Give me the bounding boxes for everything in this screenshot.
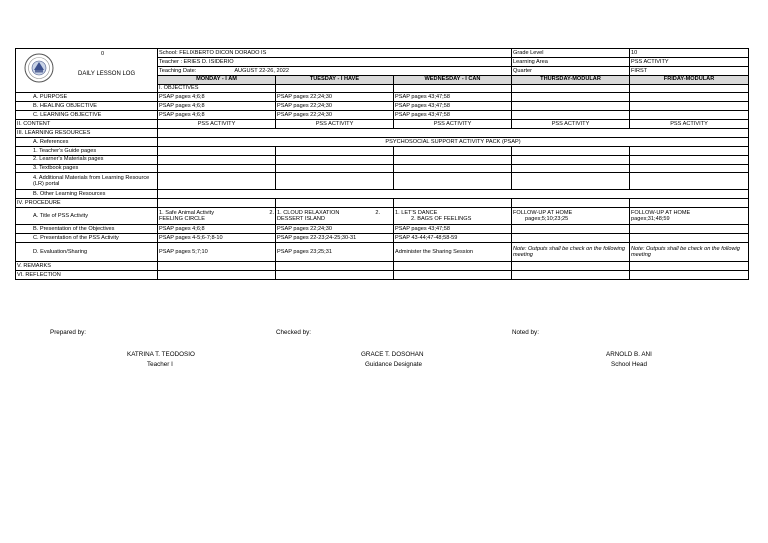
checked-by-title: Guidance Designate (365, 361, 423, 368)
cell-presact-tue: PSAP pages 22-23;24-25;30-31 (276, 234, 394, 243)
cell-title-mon (158, 208, 276, 225)
cell-references: PSYCHOSOCIAL SUPPORT ACTIVITY PACK (PSAP) (158, 137, 749, 146)
section-procedure: IV. PROCEDURE (16, 199, 158, 208)
deped-seal-icon (24, 53, 54, 83)
cell-eval-tue: PSAP pages 23;25;31 (276, 243, 394, 262)
cell-eval-thu: Note: Outputs shall be check on the following meeting (512, 243, 630, 262)
cell-healing-mon: PSAP pages 4;6;8 (158, 102, 276, 111)
cell-purpose-fri (630, 93, 749, 102)
title-tue-num2: 2. (375, 209, 380, 216)
cell-learning-fri (630, 111, 749, 120)
section-content: II. CONTENT (16, 120, 158, 129)
cell-purpose-tue: PSAP pages 22;24;30 (276, 93, 394, 102)
cell-presact-wed: PSAP 43-44;47-48;58-59 (394, 234, 512, 243)
cell-title-fri (630, 208, 749, 225)
cell-presobj-tue: PSAP pages 22;24;30 (276, 225, 394, 234)
cell-learning-mon: PSAP pages 4;6;8 (158, 111, 276, 120)
quarter-value: FIRST (630, 66, 749, 75)
title-fri-line2: pages;31;48;59 (631, 216, 670, 223)
cell-healing-fri (630, 102, 749, 111)
cell-presact-mon: PSAP pages 4-5;6-7;8-10 (158, 234, 276, 243)
header-logo-cell (16, 49, 158, 93)
cell-purpose-thu (512, 93, 630, 102)
day-header-tuesday: TUESDAY - I HAVE (276, 75, 394, 84)
title-wed-line2: 2. BAGS OF FEELINGS (411, 216, 472, 223)
title-thu-line2: pages;5;10;23;25 (525, 216, 569, 223)
row-label-textbook: 3. Textbook pages (16, 164, 158, 173)
day-header-friday: FRIDAY-MODULAR (630, 75, 749, 84)
cell-presobj-mon: PSAP pages 4;6;8 (158, 225, 276, 234)
teaching-date-label: Teaching Date: (159, 67, 197, 74)
row-label-learning: C. LEARNING OBJECTIVE (16, 111, 158, 120)
cell-learning-thu (512, 111, 630, 120)
row-label-lr-portal (16, 173, 158, 190)
title-tue-line2: DESSERT ISLAND (277, 216, 325, 223)
row-label-healing: B. HEALING OBJECTIVE (16, 102, 158, 111)
title-thu-line1: FOLLOW-UP AT HOME (513, 209, 573, 216)
title-mon-num2: 2. (269, 209, 274, 216)
section-learning-resources: III. LEARNING RESOURCES (16, 129, 158, 138)
cell-purpose-wed: PSAP pages 43;47;58 (394, 93, 512, 102)
noted-by-name: ARNOLD B. ANI (606, 351, 652, 358)
row-label-other-resources: B. Other Learning Resources (16, 190, 158, 199)
cell-presobj-thu (512, 225, 630, 234)
row-label-learners-materials: 2. Learner's Materials pages (16, 155, 158, 164)
grade-level-label: Grade Level (512, 49, 630, 58)
cell-presobj-wed: PSAP pages 43;47;58 (394, 225, 512, 234)
header-number: 0 (101, 51, 105, 57)
cell-title-tue (276, 208, 394, 225)
document-title: DAILY LESSON LOG (78, 71, 136, 77)
cell-title-wed (394, 208, 512, 225)
cell-learning-tue: PSAP pages 22;24;30 (276, 111, 394, 120)
checked-by-label: Checked by: (276, 329, 312, 336)
row-label-evaluation: D. Evaluation/Sharing (16, 243, 158, 262)
day-header-wednesday: WEDNESDAY - I CAN (394, 75, 512, 84)
noted-by-label: Noted by: (512, 329, 539, 336)
prepared-by-name: KATRINA T. TEODOSIO (127, 351, 195, 358)
cell-healing-wed: PSAP pages 43;47;58 (394, 102, 512, 111)
prepared-by-title: Teacher I (147, 361, 173, 368)
noted-by-title: School Head (611, 361, 648, 368)
teaching-date-value: AUGUST 22-26, 2022 (234, 67, 289, 74)
cell-eval-fri: Note: Outputs shall be check on the followig meeting (630, 243, 749, 262)
cell-content-thu: PSS ACTIVITY (512, 120, 630, 129)
checked-by-name: GRACE T. DOSOHAN (361, 351, 424, 358)
cell-learning-wed: PSAP pages 43;47;58 (394, 111, 512, 120)
section-reflection: VI. REFLECTION (16, 270, 158, 279)
row-label-lr-portal-text: 4. Additional Materials from Learning Resource (LR) portal (33, 175, 150, 188)
cell-title-thu (512, 208, 630, 225)
cell-eval-mon: PSAP pages 5;7;10 (158, 243, 276, 262)
cell-presact-thu (512, 234, 630, 243)
cell-content-fri: PSS ACTIVITY (630, 120, 749, 129)
cell-presact-fri (630, 234, 749, 243)
school-name: School: FELIXBERTO DICON DORADO IS (158, 49, 512, 58)
row-label-presentation-activity: C. Presentation of the PSS Activity (16, 234, 158, 243)
cell-presobj-fri (630, 225, 749, 234)
row-label-title-pss: A. Title of PSS Activity (16, 208, 158, 225)
cell-content-wed: PSS ACTIVITY (394, 120, 512, 129)
title-tue-line1: 1. CLOUD RELAXATION (277, 209, 340, 216)
section-objectives: I. OBJECTIVES (158, 84, 276, 93)
learning-area-label: Learning Area (512, 57, 630, 66)
row-label-purpose: A. PURPOSE (16, 93, 158, 102)
title-fri-line1: FOLLOW-UP AT HOME (631, 209, 691, 216)
title-mon-line1: 1. Safe Animal Activity (159, 209, 215, 216)
quarter-label: Quarter (512, 66, 630, 75)
cell-purpose-mon: PSAP pages 4;6;8 (158, 93, 276, 102)
row-label-presentation-objectives: B. Presentation of the Objectives (16, 225, 158, 234)
day-header-monday: MONDAY - I AM (158, 75, 276, 84)
cell-healing-thu (512, 102, 630, 111)
cell-content-tue: PSS ACTIVITY (276, 120, 394, 129)
grade-level-value: 10 (630, 49, 749, 58)
learning-area-value: PSS ACTIVITY (630, 57, 749, 66)
teacher-name: Teacher : ERIES D. ISIDERIO (158, 57, 512, 66)
teaching-date (158, 66, 512, 75)
title-wed-line1: 1. LET'S DANCE (395, 209, 438, 216)
title-mon-line2: FEELING CIRCLE (159, 216, 206, 223)
row-label-teachers-guide: 1. Teacher's Guide pages (16, 146, 158, 155)
day-header-thursday: THURSDAY-MODULAR (512, 75, 630, 84)
cell-healing-tue: PSAP pages 22;24;30 (276, 102, 394, 111)
prepared-by-label: Prepared by: (50, 329, 87, 336)
section-remarks: V. REMARKS (16, 262, 158, 271)
cell-eval-wed: Administer the Sharing Session (394, 243, 512, 262)
daily-lesson-log-table (15, 48, 749, 280)
row-label-references: A. References (16, 137, 158, 146)
cell-content-mon: PSS ACTIVITY (158, 120, 276, 129)
